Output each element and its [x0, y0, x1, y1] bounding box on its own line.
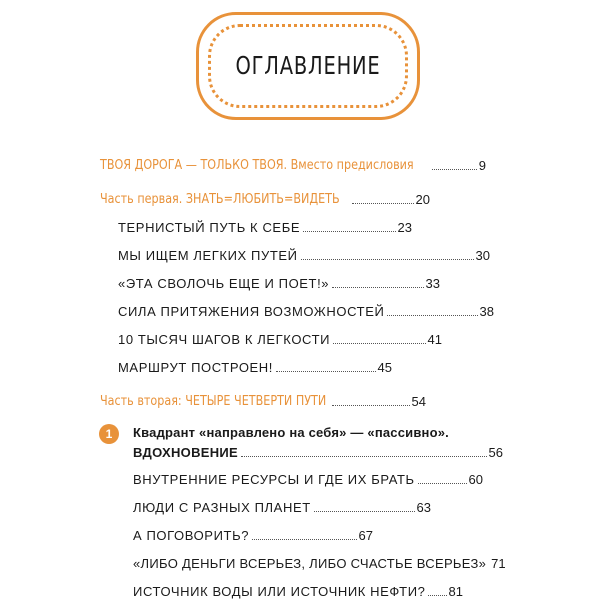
dot-leader	[241, 455, 487, 457]
dot-leader	[418, 482, 467, 484]
toc-entry-label: А ПОГОВОРИТЬ?	[133, 528, 250, 543]
toc-entry-page: 23	[397, 220, 412, 235]
toc-entry-page: 33	[425, 276, 440, 291]
toc-entry-label: ТВОЯ ДОРОГА — ТОЛЬКО ТВОЯ. Вместо предисловия	[100, 158, 414, 173]
dot-leader	[276, 370, 376, 372]
toc-entry-page: 45	[377, 360, 392, 375]
dot-leader	[333, 342, 425, 344]
toc-entry-label: МАРШРУТ ПОСТРОЕН!	[118, 360, 274, 375]
toc-entry-quadrant1[interactable]	[133, 441, 503, 461]
dot-leader	[432, 168, 477, 170]
toc-entry-label: ВДОХНОВЕНИЕ	[133, 445, 239, 460]
dot-leader	[303, 230, 395, 232]
title-frame	[196, 12, 420, 120]
toc-entry-page: 71	[491, 556, 506, 571]
toc-entry[interactable]	[133, 580, 463, 600]
toc-entry-label: ТЕРНИСТЫЙ ПУТЬ К СЕБЕ	[118, 220, 301, 235]
quadrant-number-badge: 1	[99, 424, 119, 444]
toc-entry-page: 30	[475, 248, 490, 263]
toc-entry-label: ЛЮДИ С РАЗНЫХ ПЛАНЕТ	[133, 500, 311, 515]
toc-entry-page: 81	[448, 584, 463, 599]
toc-entry[interactable]	[133, 496, 431, 516]
dot-leader	[332, 286, 423, 288]
toc-entry-label: СИЛА ПРИТЯЖЕНИЯ ВОЗМОЖНОСТЕЙ	[118, 304, 385, 319]
toc-entry-label: ВНУТРЕННИЕ РЕСУРСЫ И ГДЕ ИХ БРАТЬ	[133, 472, 415, 487]
toc-entry-page: 60	[468, 472, 483, 487]
toc-entry[interactable]	[118, 216, 412, 236]
toc-entry-page: 9	[478, 158, 486, 173]
toc-entry[interactable]	[133, 468, 483, 488]
toc-entry-page: 54	[411, 394, 426, 409]
dot-leader	[301, 258, 474, 260]
dot-leader	[352, 202, 414, 204]
toc-entry-label: Часть первая. ЗНАТЬ=ЛЮБИТЬ=ВИДЕТЬ	[100, 192, 340, 207]
page-title: ОГЛАВЛЕНИЕ	[235, 51, 381, 80]
toc-entry-part1[interactable]	[100, 188, 430, 208]
dot-leader	[332, 404, 409, 406]
dot-leader	[252, 538, 357, 540]
toc-entry-label: 10 ТЫСЯЧ ШАГОВ К ЛЕГКОСТИ	[118, 332, 331, 347]
toc-entry-label: Часть вторая: ЧЕТЫРЕ ЧЕТВЕРТИ ПУТИ	[100, 394, 327, 409]
toc-entry-page: 41	[427, 332, 442, 347]
toc-entry[interactable]	[133, 552, 506, 572]
toc-entry-label: ИСТОЧНИК ВОДЫ ИЛИ ИСТОЧНИК НЕФТИ?	[133, 584, 426, 599]
toc-entry[interactable]	[133, 524, 373, 544]
toc-entry-page: 20	[415, 192, 430, 207]
toc-entry-page: 67	[358, 528, 373, 543]
dot-leader	[428, 594, 446, 596]
toc-entry-label: «ЭТА СВОЛОЧЬ ЕЩЕ И ПОЕТ!»	[118, 276, 330, 291]
toc-entry[interactable]	[118, 356, 392, 376]
toc-entry-page: 38	[479, 304, 494, 319]
toc-entry[interactable]	[118, 272, 440, 292]
toc-entry[interactable]	[118, 300, 494, 320]
quadrant-title[interactable]: Квадрант «направлено на себя» — «пассивно».	[133, 425, 449, 440]
dot-leader	[314, 510, 415, 512]
toc-entry-page: 63	[416, 500, 431, 515]
toc-entry[interactable]	[118, 244, 490, 264]
toc-entry-part2[interactable]	[100, 390, 426, 410]
toc-entry[interactable]	[118, 328, 442, 348]
toc-entry-page: 56	[488, 445, 503, 460]
toc-entry-intro[interactable]	[100, 154, 486, 174]
toc-entry-label: «ЛИБО ДЕНЬГИ ВСЕРЬЕЗ, ЛИБО СЧАСТЬЕ ВСЕРЬЕЗ»	[133, 556, 487, 571]
dot-leader	[387, 314, 477, 316]
toc-entry-label: МЫ ИЩЕМ ЛЕГКИХ ПУТЕЙ	[118, 248, 298, 263]
